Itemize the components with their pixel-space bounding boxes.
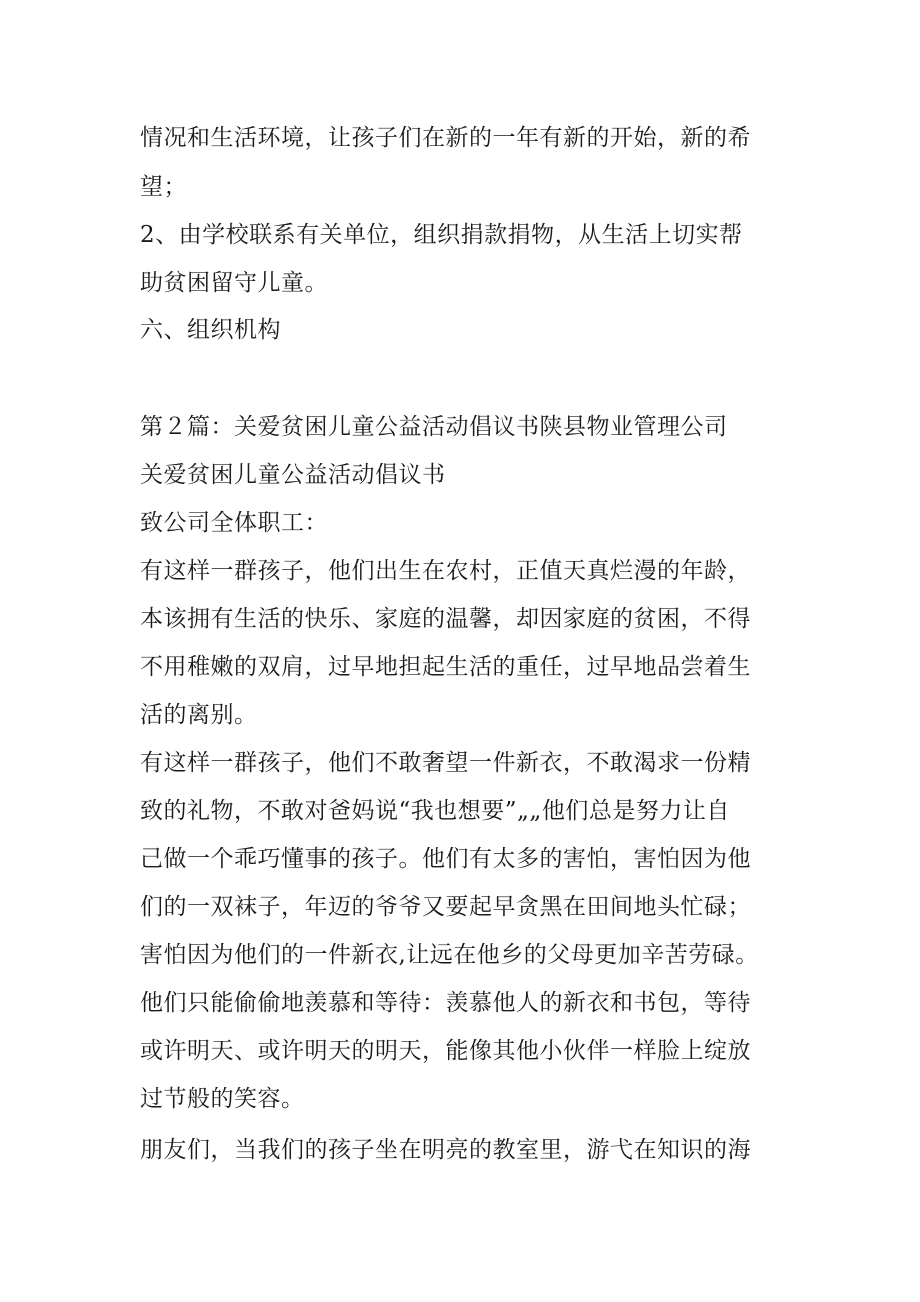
paragraph-line: 过节般的笑容。: [140, 1086, 305, 1112]
paragraph-line: 致的礼物，不敢对爸妈说“我也想要”„„他们总是努力让自: [140, 798, 730, 824]
body-text-line: 2、由学校联系有关单位，组织捐款捐物，从生活上切实帮: [140, 222, 743, 248]
paragraph-line: 或许明天、或许明天的明天，能像其他小伙伴一样脸上绽放: [140, 1038, 751, 1064]
paragraph-line: 不用稚嫩的双肩，过早地担起生活的重任，过早地品尝着生: [140, 654, 751, 680]
paragraph-line: 本该拥有生活的快乐、家庭的温馨，却因家庭的贫困，不得: [140, 606, 751, 632]
document-subtitle: 关爱贫困儿童公益活动倡议书: [140, 462, 446, 488]
salutation: 致公司全体职工：: [140, 510, 328, 536]
paragraph-line: 己做一个乖巧懂事的孩子。他们有太多的害怕，害怕因为他: [140, 846, 751, 872]
paragraph-line: 有这样一群孩子，他们出生在农村，正值天真烂漫的年龄，: [140, 558, 751, 584]
paragraph-line: 朋友们，当我们的孩子坐在明亮的教室里，游弋在知识的海: [140, 1137, 751, 1163]
section-heading: 六、组织机构: [140, 317, 281, 343]
paragraph-line: 有这样一群孩子，他们不敢奢望一件新衣，不敢渴求一份精: [140, 750, 751, 776]
paragraph-line: 们的一双袜子，年迈的爷爷又要起早贪黑在田间地头忙碌；: [140, 894, 751, 920]
body-text-line: 望；: [140, 174, 187, 200]
paragraph-line: 活的离别。: [140, 702, 258, 728]
body-text-line: 助贫困留守儿童。: [140, 270, 328, 296]
article-heading: 第２篇：关爱贫困儿童公益活动倡议书陕县物业管理公司: [140, 414, 728, 440]
paragraph-line: 他们只能偷偷地羡慕和等待：羡慕他人的新衣和书包，等待: [140, 990, 751, 1016]
paragraph-line: 害怕因为他们的一件新衣,让远在他乡的父母更加辛苦劳碌。: [140, 942, 759, 968]
body-text-line: 情况和生活环境，让孩子们在新的一年有新的开始，新的希: [140, 125, 751, 151]
